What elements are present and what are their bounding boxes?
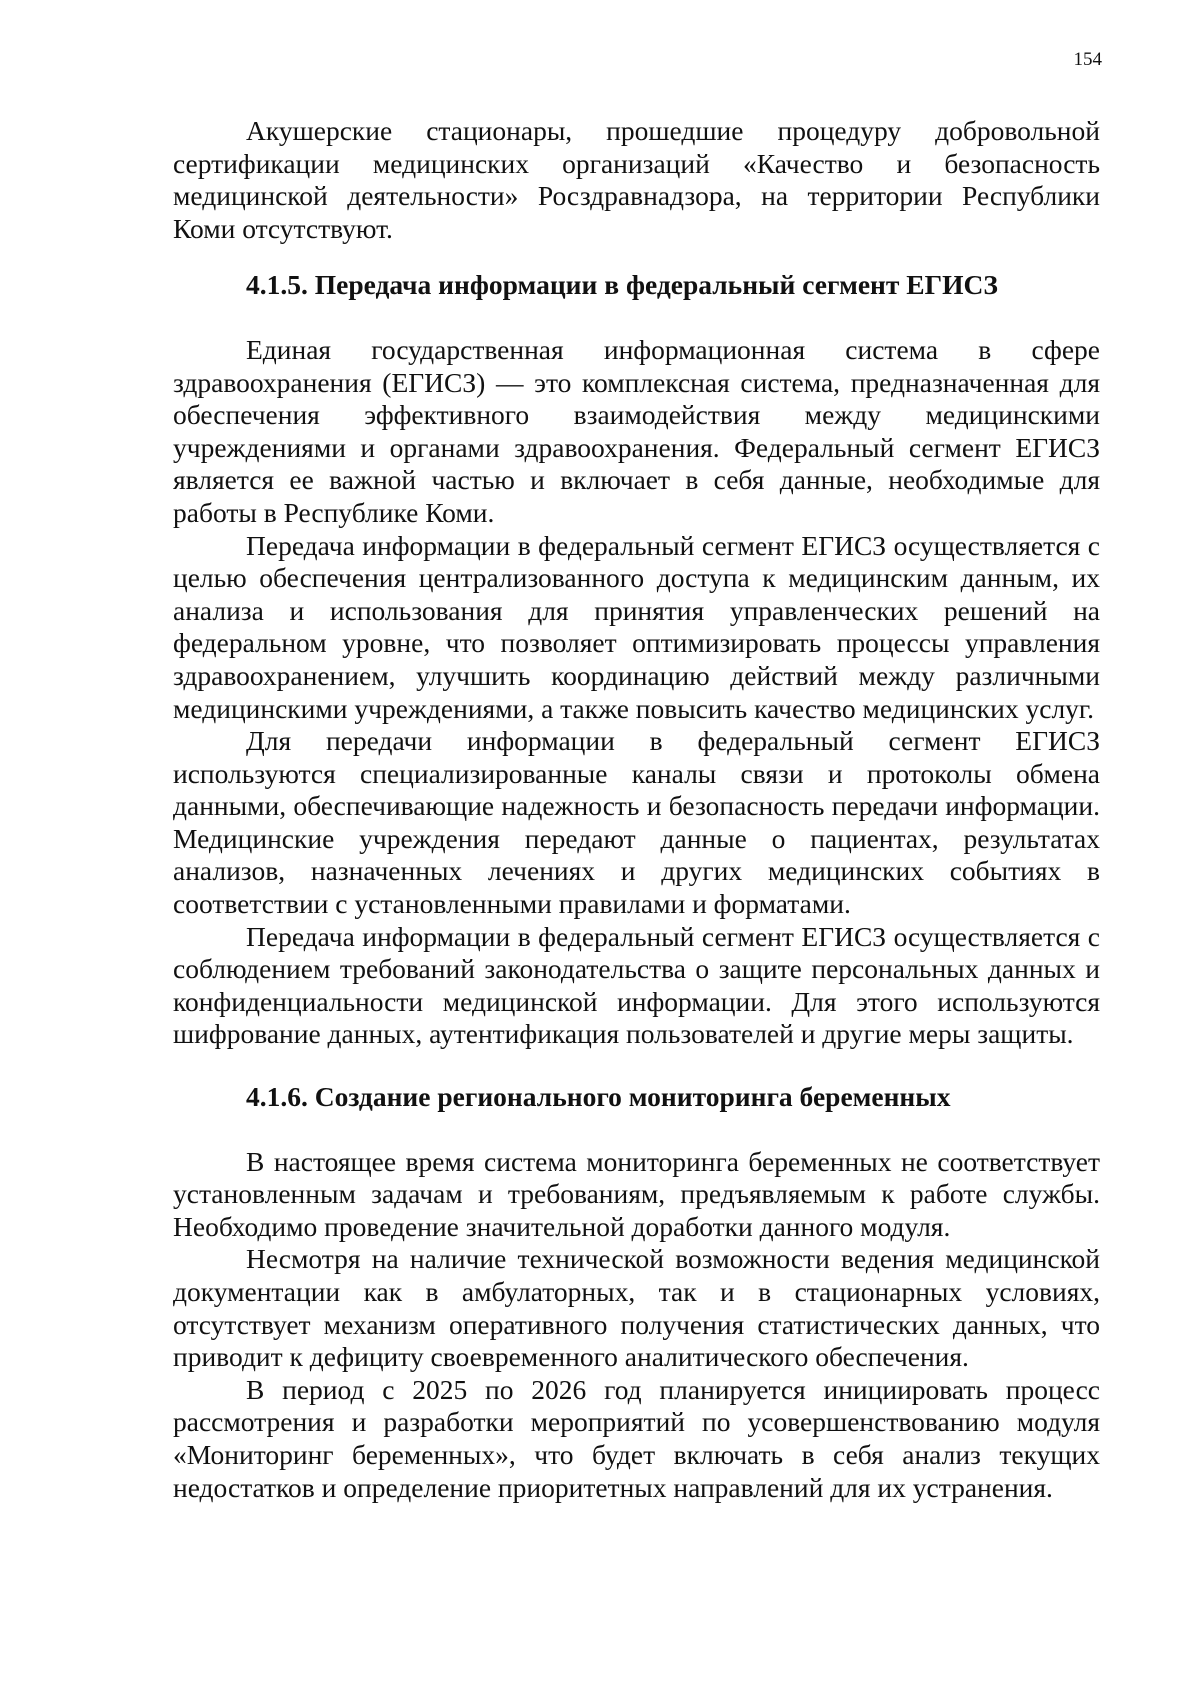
paragraph: Передача информации в федеральный сегмент ЕГИСЗ осуществляется с соблюдением требований законодательства о защите персональных данных и конфиденциальности медицинской информации. Для этого используются шифрование данных, аутентификация пользователей и другие меры защиты. [173, 920, 1100, 1050]
section-heading-4-1-5: 4.1.5. Передача информации в федеральный сегмент ЕГИСЗ [246, 269, 998, 301]
paragraph: Для передачи информации в федеральный сегмент ЕГИСЗ используются специализированные каналы связи и протоколы обмена данными, обеспечивающие надежность и безопасность передачи информации. Медицинские учреждения передают данные о пациентах, результатах анализов, назначенных лечениях и других медицинских событиях в соответствии с установленными правилами и форматами. [173, 725, 1100, 920]
page-number: 154 [1073, 49, 1102, 70]
paragraph: В настоящее время система мониторинга беременных не соответствует установленным задачам и требованиям, предъявляемым к работе службы. Необходимо проведение значительной доработки данного модуля. [173, 1145, 1100, 1242]
document-body [173, 115, 1100, 1504]
intro-paragraph: Акушерские стационары, прошедшие процедуру добровольной сертификации медицинских организаций «Качество и безопасность медицинской деятельности» Росздравнадзора, на территории Республики Коми отсутствуют. [173, 115, 1100, 244]
paragraph: Передача информации в федеральный сегмент ЕГИСЗ осуществляется с целью обеспечения централизованного доступа к медицинским данным, их анализа и использования для принятия управленческих решений на федеральном уровне, что позволяет оптимизировать процессы управления здравоохранением, улучшить координацию действий между различными медицинскими учреждениями, а также повысить качество медицинских услуг. [173, 529, 1100, 724]
paragraph: В период с 2025 по 2026 год планируется инициировать процесс рассмотрения и разработки мероприятий по усовершенствованию модуля «Мониторинг беременных», что будет включать в себя анализ текущих недостатков и определение приоритетных направлений для их устранения. [173, 1373, 1100, 1503]
paragraph: Единая государственная информационная система в сфере здравоохранения (ЕГИСЗ) — это комплексная система, предназначенная для обеспечения эффективного взаимодействия между медицинскими учреждениями и органами здравоохранения. Федеральный сегмент ЕГИСЗ является ее важной частью и включает в себя данные, необходимые для работы в Республике Коми. [173, 333, 1100, 528]
paragraph: Несмотря на наличие технической возможности ведения медицинской документации как в амбулаторных, так и в стационарных условиях, отсутствует механизм оперативного получения статистических данных, что приводит к дефициту своевременного аналитического обеспечения. [173, 1243, 1100, 1373]
section-heading-4-1-6: 4.1.6. Создание регионального мониторинга беременных [246, 1081, 951, 1113]
